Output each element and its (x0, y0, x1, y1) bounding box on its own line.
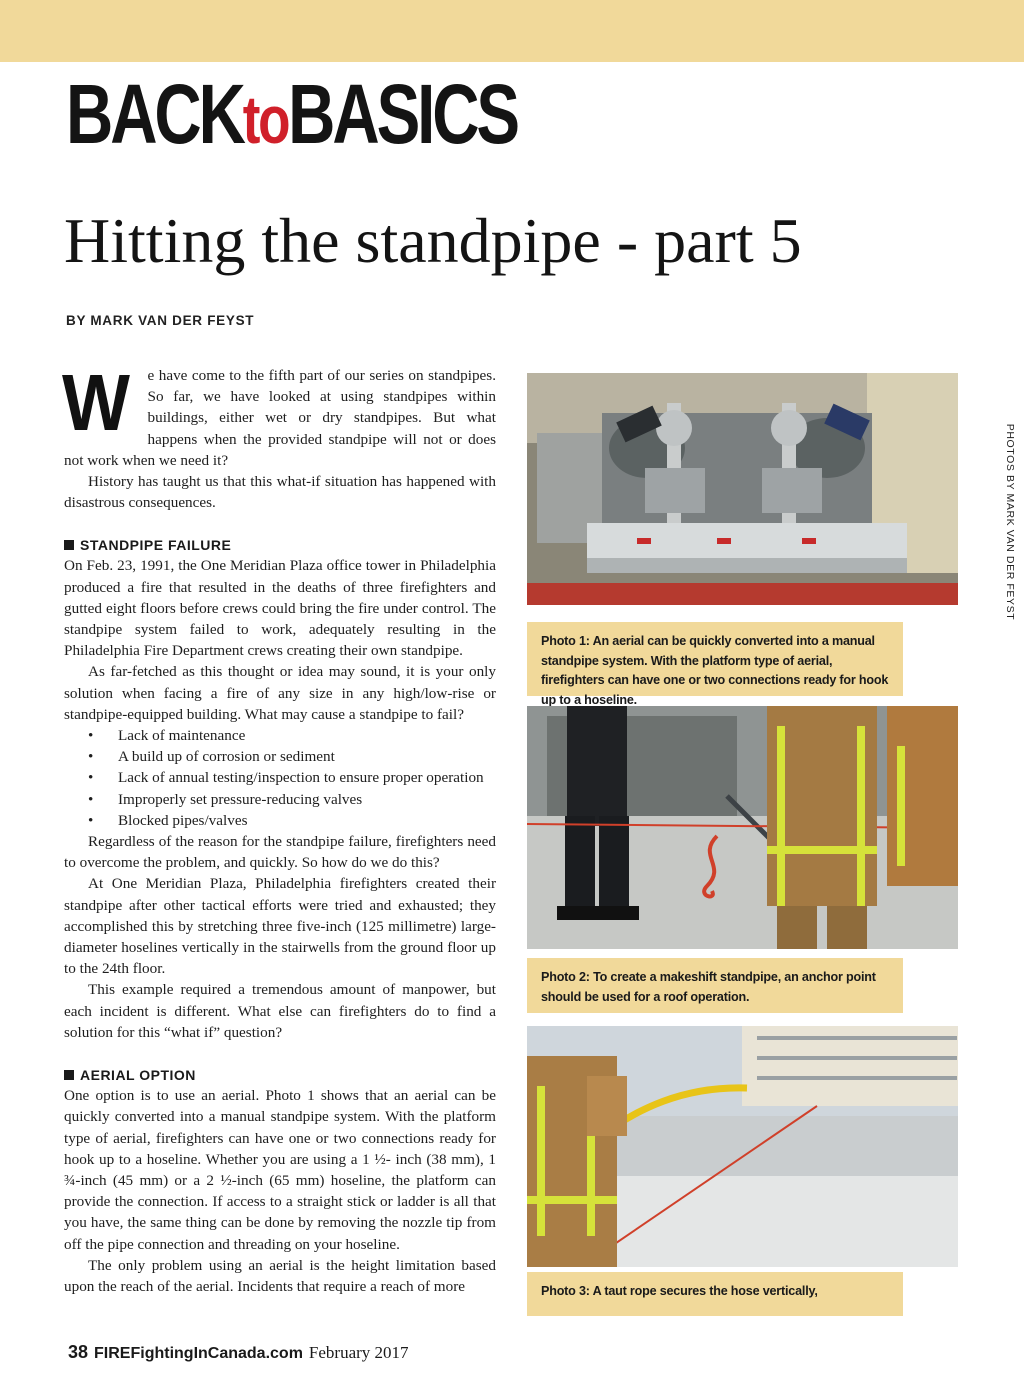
paragraph: As far-fetched as this thought or idea may sound, it is your only solution when facing a fire of any size in any high/low-rise or standpipe-equipped building. What may cause a standpipe to fail? (64, 663, 496, 723)
failure-causes-list (64, 725, 496, 831)
list-item: • Improperly set pressure-reducing valves (64, 789, 496, 810)
paragraph: The only problem using an aerial is the height limitation based upon the reach of the aerial. Incidents that require a reach of more (64, 1256, 496, 1295)
photo-taut-rope-hose (527, 1026, 958, 1267)
section-masthead (66, 67, 518, 161)
byline: BY MARK VAN DER FEYST (66, 313, 255, 328)
photo-2-caption: Photo 2: To create a makeshift standpipe, an anchor point should be used for a roof operation. (527, 958, 903, 1013)
intro-paragraph (62, 358, 496, 471)
paragraph: History has taught us that this what-if situation has happened with disastrous consequences. (64, 473, 496, 512)
masthead-back: BACK (66, 67, 243, 161)
article-body (62, 358, 496, 1297)
photo-aerial-platform (527, 373, 958, 605)
article-title: Hitting the standpipe - part 5 (64, 205, 802, 276)
intro-text: e have come to the fifth part of our series on standpipes. So far, we have looked at using standpipes within buildings, either wet or dry standpipes. But what happens when the provided standpipe will not or does not work when we need it? (64, 367, 496, 469)
square-bullet-icon (64, 1070, 74, 1080)
photo-roof-anchor (527, 706, 958, 949)
square-bullet-icon (64, 540, 74, 550)
paragraph: One option is to use an aerial. Photo 1 shows that an aerial can be quickly converted into a manual standpipe system. With the platform type of aerial, firefighters can have one or two connections ready for hook up to a hoseline. Whether you are using a 1 ½- inch (38 mm), 1 ¾-inch (45 mm) or a 2 ½-inch (65 mm) hoseline, the platform can provide the connection. If access to a straight stick or ladder is all that you have, the same thing can be done by removing the nozzle tip from off the pipe connection and threading on your hoseline. (64, 1087, 496, 1253)
photo-3-caption: Photo 3: A taut rope secures the hose vertically, (527, 1272, 903, 1316)
paragraph: Regardless of the reason for the standpipe failure, firefighters need to overcome the problem, and quickly. So how do we do this? (64, 833, 496, 872)
list-item: • Lack of annual testing/inspection to ensure proper operation (64, 767, 496, 788)
section-heading-aerial-option: AERIAL OPTION (64, 1065, 496, 1085)
list-item: • A build up of corrosion or sediment (64, 746, 496, 767)
page-number: 38 (68, 1342, 89, 1362)
footer-issue: February 2017 (308, 1343, 409, 1362)
photo-credit: PHOTOS BY MARK VAN DER FEYST (1004, 423, 1016, 621)
list-item: • Blocked pipes/valves (64, 810, 496, 831)
photo-1-caption: Photo 1: An aerial can be quickly converted into a manual standpipe system. With the platform type of aerial, firefighters can have one or two connections ready for hook up to a hoseline. (527, 622, 903, 696)
masthead-basics: BASICS (288, 67, 518, 161)
footer-site: FIREFightingInCanada.com (94, 1345, 303, 1362)
paragraph: On Feb. 23, 1991, the One Meridian Plaza office tower in Philadelphia produced a fire that resulted in the deaths of three firefighters and gutted eight floors before crews could bring the fire under control. The standpipe system failed to work, adequately resulting in the Philadelphia Fire Department crews creating their own standpipe. (64, 557, 496, 660)
page-footer (68, 1342, 409, 1363)
paragraph: At One Meridian Plaza, Philadelphia firefighters created their standpipe after other tactical efforts were tried and exhausted; they accomplished this by stretching three five-inch (125 millimetre) large-diameter hoselines vertically in the stairwells from the ground floor up to the 24th floor. (64, 875, 496, 978)
drop-cap: W (62, 358, 130, 447)
list-item: • Lack of maintenance (64, 725, 496, 746)
paragraph: This example required a tremendous amount of manpower, but each incident is different. What else can firefighters do to find a solution for this “what if” question? (64, 981, 496, 1041)
masthead-to: to (242, 82, 289, 158)
section-heading-standpipe-failure: STANDPIPE FAILURE (64, 535, 496, 555)
top-color-band (0, 0, 1024, 62)
